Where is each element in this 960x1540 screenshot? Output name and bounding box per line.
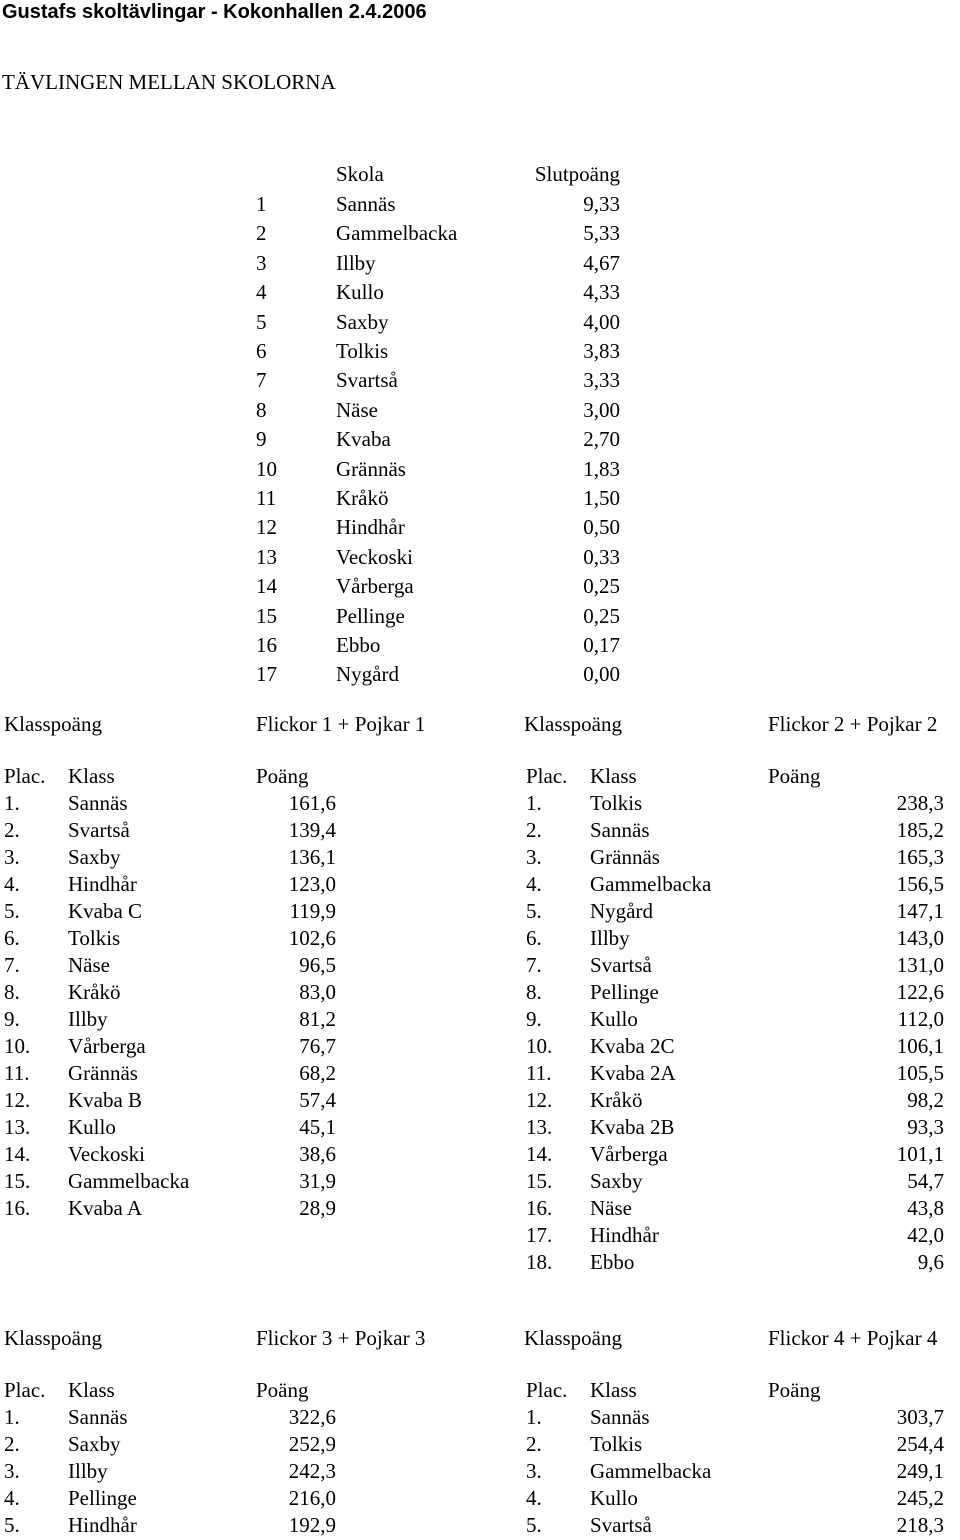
- class-points-row: [0, 1196, 440, 1223]
- row-klass: Sannäs: [590, 1405, 650, 1429]
- row-poang: 38,6: [299, 1142, 336, 1166]
- class-points-row: [522, 1034, 960, 1061]
- row-plac: 14.: [526, 1142, 553, 1166]
- row-klass: Kvaba 2C: [590, 1034, 675, 1058]
- row-klass: Kullo: [590, 1007, 638, 1031]
- overall-points: 3,33: [583, 368, 620, 393]
- row-plac: 11.: [526, 1061, 552, 1085]
- row-klass: Tolkis: [590, 1432, 643, 1456]
- row-klass: Hindhår: [590, 1223, 659, 1247]
- overall-points: 5,33: [583, 221, 620, 246]
- overall-row: [0, 396, 960, 425]
- row-poang: 245,2: [896, 1486, 944, 1510]
- row-klass: Saxby: [68, 845, 121, 869]
- row-poang: 42,0: [907, 1223, 944, 1247]
- overall-school: Sannäs: [336, 192, 396, 216]
- section-header-row: [0, 712, 960, 738]
- row-plac: 3.: [526, 845, 542, 869]
- row-poang: 98,2: [907, 1088, 944, 1112]
- class-points-row: [522, 926, 960, 953]
- overall-points: 0,50: [583, 515, 620, 540]
- row-poang: 28,9: [299, 1196, 336, 1220]
- column-header-plac: Plac.: [526, 764, 568, 788]
- class-points-row: [0, 1115, 440, 1142]
- column-header-klass: Klass: [68, 764, 115, 788]
- section-label: Klasspoäng: [524, 712, 622, 736]
- overall-row: [0, 366, 960, 395]
- row-poang: 81,2: [299, 1007, 336, 1031]
- class-points-row: [0, 1007, 440, 1034]
- overall-points: 2,70: [583, 427, 620, 452]
- row-plac: 15.: [4, 1169, 31, 1193]
- row-plac: 18.: [526, 1250, 553, 1274]
- row-poang: 96,5: [299, 953, 336, 977]
- column-header-poang: Poäng: [768, 1378, 821, 1402]
- class-points-row: [522, 1459, 960, 1486]
- class-points-header-row: [0, 1378, 440, 1405]
- overall-rank: 2: [256, 221, 267, 246]
- section-header-row: [0, 1326, 960, 1352]
- overall-row: [0, 219, 960, 248]
- class-points-header-row: [522, 764, 960, 791]
- row-poang: 147,1: [896, 899, 944, 923]
- row-poang: 131,0: [896, 953, 944, 977]
- row-klass: Veckoski: [68, 1142, 145, 1166]
- row-plac: 3.: [4, 1459, 20, 1483]
- row-klass: Kullo: [590, 1486, 638, 1510]
- overall-points: 3,00: [583, 397, 620, 422]
- overall-row: [0, 513, 960, 542]
- row-poang: 43,8: [907, 1196, 944, 1220]
- class-points-row: [522, 953, 960, 980]
- overall-school: Nygård: [336, 662, 399, 687]
- class-points-row: [522, 1115, 960, 1142]
- row-poang: 303,7: [896, 1405, 944, 1429]
- row-klass: Kråkö: [590, 1088, 643, 1112]
- row-klass: Sannäs: [590, 818, 650, 842]
- row-plac: 3.: [4, 845, 20, 869]
- row-klass: Näse: [68, 953, 110, 977]
- row-plac: 10.: [4, 1034, 31, 1058]
- overall-header-school: Skola: [336, 162, 384, 186]
- row-plac: 12.: [526, 1088, 553, 1112]
- overall-row: [0, 631, 960, 660]
- row-plac: 1.: [526, 791, 542, 815]
- row-poang: 31,9: [299, 1169, 336, 1193]
- overall-school: Svartså: [336, 368, 398, 393]
- row-plac: 4.: [4, 872, 20, 896]
- row-plac: 14.: [4, 1142, 31, 1166]
- row-poang: 119,9: [289, 899, 336, 923]
- row-poang: 216,0: [288, 1486, 336, 1510]
- column-header-klass: Klass: [590, 1378, 637, 1402]
- row-plac: 16.: [526, 1196, 553, 1220]
- overall-points: 0,25: [583, 574, 620, 599]
- overall-rank: 10: [256, 456, 277, 481]
- class-points-row: [0, 1061, 440, 1088]
- overall-school: Ebbo: [336, 633, 381, 657]
- row-poang: 156,5: [896, 872, 944, 896]
- row-poang: 76,7: [299, 1034, 336, 1058]
- overall-points: 0,17: [583, 633, 620, 657]
- row-poang: 218,3: [896, 1513, 944, 1537]
- class-points-row: [522, 1432, 960, 1459]
- page-subtitle: TÄVLINGEN MELLAN SKOLORNA: [2, 70, 336, 94]
- row-klass: Tolkis: [590, 791, 643, 815]
- row-klass: Kvaba B: [68, 1088, 143, 1112]
- overall-school: Hindhår: [336, 515, 405, 540]
- overall-points: 1,50: [583, 486, 620, 510]
- class-points-row: [0, 791, 440, 818]
- overall-row: [0, 572, 960, 601]
- row-poang: 242,3: [288, 1459, 336, 1483]
- section-label: Klasspoäng: [524, 1326, 622, 1350]
- overall-row: [0, 484, 960, 513]
- class-points-row: [0, 1142, 440, 1169]
- class-points-row: [0, 1405, 440, 1432]
- section-category: Flickor 3 + Pojkar 3: [256, 1326, 426, 1350]
- row-plac: 17.: [526, 1223, 553, 1247]
- row-plac: 8.: [4, 980, 20, 1004]
- row-poang: 93,3: [907, 1115, 944, 1139]
- class-points-row: [0, 980, 440, 1007]
- column-header-plac: Plac.: [4, 764, 46, 788]
- overall-school: Kvaba: [336, 427, 391, 452]
- overall-rank: 12: [256, 515, 277, 540]
- column-header-klass: Klass: [68, 1378, 115, 1402]
- row-plac: 6.: [4, 926, 20, 950]
- row-klass: Kvaba C: [68, 899, 143, 923]
- row-plac: 5.: [4, 1513, 20, 1537]
- row-klass: Kvaba 2B: [590, 1115, 675, 1139]
- overall-school: Näse: [336, 397, 378, 422]
- overall-rank: 13: [256, 544, 277, 569]
- overall-rank: 9: [256, 427, 267, 452]
- class-points-row: [0, 872, 440, 899]
- overall-row: [0, 337, 960, 366]
- overall-school: Pellinge: [336, 603, 405, 628]
- row-klass: Tolkis: [68, 926, 121, 950]
- row-poang: 238,3: [896, 791, 944, 815]
- overall-school: Gammelbacka: [336, 221, 458, 246]
- row-plac: 12.: [4, 1088, 31, 1112]
- row-poang: 252,9: [288, 1432, 336, 1456]
- class-points-row: [522, 845, 960, 872]
- row-plac: 4.: [526, 1486, 542, 1510]
- row-klass: Vårberga: [68, 1034, 146, 1058]
- section-category: Flickor 2 + Pojkar 2: [768, 712, 938, 736]
- class-points-row: [0, 953, 440, 980]
- class-points-row: [522, 1007, 960, 1034]
- overall-rank: 3: [256, 250, 267, 275]
- row-poang: 101,1: [896, 1142, 944, 1166]
- class-points-row: [522, 899, 960, 926]
- section-category: Flickor 1 + Pojkar 1: [256, 712, 426, 736]
- class-points-row: [522, 1405, 960, 1432]
- class-points-row: [0, 1486, 440, 1513]
- class-points-row: [0, 899, 440, 926]
- class-points-row: [522, 1061, 960, 1088]
- row-klass: Svartså: [590, 1513, 652, 1537]
- row-klass: Näse: [590, 1196, 632, 1220]
- overall-points: 0,25: [583, 603, 620, 628]
- row-plac: 6.: [526, 926, 542, 950]
- overall-points: 4,33: [583, 280, 620, 305]
- column-header-klass: Klass: [590, 764, 637, 788]
- row-plac: 16.: [4, 1196, 31, 1220]
- overall-header-points: Slutpoäng: [534, 162, 620, 186]
- row-klass: Pellinge: [68, 1486, 137, 1510]
- class-points-row: [522, 818, 960, 845]
- overall-rank: 5: [256, 309, 267, 334]
- row-klass: Illby: [68, 1459, 108, 1483]
- overall-row: [0, 308, 960, 337]
- class-points-row: [522, 1250, 960, 1277]
- row-poang: 136,1: [288, 845, 336, 869]
- row-klass: Nygård: [590, 899, 653, 923]
- row-klass: Gammelbacka: [590, 1459, 712, 1483]
- row-poang: 185,2: [896, 818, 944, 842]
- row-poang: 68,2: [299, 1061, 336, 1085]
- row-klass: Sannäs: [68, 791, 128, 815]
- row-klass: Svartså: [590, 953, 652, 977]
- row-klass: Gammelbacka: [68, 1169, 190, 1193]
- row-plac: 10.: [526, 1034, 553, 1058]
- row-poang: 165,3: [896, 845, 944, 869]
- row-klass: Hindhår: [68, 1513, 137, 1537]
- page-title: Gustafs skoltävlingar - Kokonhallen 2.4.2006: [2, 1, 427, 23]
- row-plac: 7.: [4, 953, 20, 977]
- row-plac: 7.: [526, 953, 542, 977]
- row-poang: 106,1: [896, 1034, 944, 1058]
- overall-points: 9,33: [583, 192, 620, 216]
- overall-school: Vårberga: [336, 574, 414, 599]
- row-poang: 45,1: [299, 1115, 336, 1139]
- section-category: Flickor 4 + Pojkar 4: [768, 1326, 938, 1350]
- class-points-row: [0, 1513, 440, 1540]
- row-klass: Gammelbacka: [590, 872, 712, 896]
- class-points-row: [522, 980, 960, 1007]
- class-points-row: [522, 872, 960, 899]
- row-poang: 9,6: [917, 1250, 944, 1274]
- class-points-row: [0, 926, 440, 953]
- overall-school: Kråkö: [336, 486, 389, 510]
- overall-points: 1,83: [583, 456, 620, 481]
- class-points-row: [522, 1223, 960, 1250]
- overall-rank: 4: [256, 280, 267, 305]
- overall-points: 4,00: [583, 309, 620, 334]
- overall-school: Veckoski: [336, 544, 413, 569]
- overall-header-row: [0, 160, 960, 189]
- overall-row: [0, 425, 960, 454]
- row-poang: 254,4: [896, 1432, 944, 1456]
- row-klass: Grännäs: [590, 845, 660, 869]
- row-poang: 102,6: [288, 926, 336, 950]
- overall-points: 4,67: [583, 250, 620, 275]
- row-klass: Pellinge: [590, 980, 659, 1004]
- row-plac: 4.: [526, 872, 542, 896]
- row-klass: Ebbo: [590, 1250, 635, 1274]
- class-points-row: [522, 1486, 960, 1513]
- row-klass: Illby: [68, 1007, 108, 1031]
- overall-row: [0, 278, 960, 307]
- row-poang: 192,9: [288, 1513, 336, 1537]
- row-poang: 139,4: [288, 818, 336, 842]
- row-plac: 5.: [526, 899, 542, 923]
- row-klass: Grännäs: [68, 1061, 138, 1085]
- overall-row: [0, 602, 960, 631]
- overall-rank: 17: [256, 662, 277, 687]
- column-header-plac: Plac.: [526, 1378, 568, 1402]
- overall-rank: 6: [256, 339, 267, 363]
- row-plac: 5.: [4, 899, 20, 923]
- class-points-row: [0, 1169, 440, 1196]
- row-plac: 2.: [4, 1432, 20, 1456]
- section-label: Klasspoäng: [4, 712, 102, 736]
- row-klass: Kvaba 2A: [590, 1061, 676, 1085]
- row-poang: 123,0: [288, 872, 336, 896]
- overall-school: Kullo: [336, 280, 384, 305]
- overall-school: Tolkis: [336, 339, 389, 363]
- row-plac: 1.: [4, 791, 20, 815]
- column-header-plac: Plac.: [4, 1378, 46, 1402]
- row-plac: 1.: [4, 1405, 20, 1429]
- row-poang: 57,4: [299, 1088, 336, 1112]
- overall-rank: 11: [256, 486, 277, 510]
- overall-school: Grännäs: [336, 456, 406, 481]
- overall-row: [0, 249, 960, 278]
- row-poang: 54,7: [907, 1169, 944, 1193]
- row-plac: 2.: [4, 818, 20, 842]
- section-label: Klasspoäng: [4, 1326, 102, 1350]
- row-klass: Kvaba A: [68, 1196, 143, 1220]
- column-header-poang: Poäng: [768, 764, 821, 788]
- row-plac: 11.: [4, 1061, 30, 1085]
- class-points-row: [522, 1513, 960, 1540]
- row-plac: 4.: [4, 1486, 20, 1510]
- class-points-row: [0, 1088, 440, 1115]
- overall-rank: 15: [256, 603, 277, 628]
- class-points-row: [522, 1169, 960, 1196]
- row-poang: 112,0: [897, 1007, 944, 1031]
- row-plac: 5.: [526, 1513, 542, 1537]
- column-header-poang: Poäng: [256, 1378, 309, 1402]
- row-poang: 143,0: [896, 926, 944, 950]
- row-plac: 9.: [526, 1007, 542, 1031]
- row-klass: Illby: [590, 926, 630, 950]
- row-klass: Kullo: [68, 1115, 116, 1139]
- row-klass: Sannäs: [68, 1405, 128, 1429]
- row-plac: 8.: [526, 980, 542, 1004]
- class-points-row: [522, 791, 960, 818]
- row-poang: 122,6: [896, 980, 944, 1004]
- overall-rank: 1: [256, 192, 267, 216]
- row-klass: Kråkö: [68, 980, 121, 1004]
- class-points-row: [0, 1459, 440, 1486]
- overall-rank: 14: [256, 574, 277, 599]
- overall-rank: 7: [256, 368, 267, 393]
- row-klass: Hindhår: [68, 872, 137, 896]
- overall-points: 3,83: [583, 339, 620, 363]
- row-plac: 2.: [526, 1432, 542, 1456]
- overall-row: [0, 660, 960, 689]
- class-points-row: [0, 1432, 440, 1459]
- overall-rank: 16: [256, 633, 277, 657]
- row-plac: 13.: [4, 1115, 31, 1139]
- row-poang: 83,0: [299, 980, 336, 1004]
- overall-school: Saxby: [336, 309, 389, 334]
- row-plac: 3.: [526, 1459, 542, 1483]
- row-plac: 9.: [4, 1007, 20, 1031]
- class-points-row: [0, 1034, 440, 1061]
- class-points-row: [522, 1088, 960, 1115]
- row-klass: Saxby: [590, 1169, 643, 1193]
- class-points-row: [522, 1196, 960, 1223]
- row-klass: Saxby: [68, 1432, 121, 1456]
- overall-rank: 8: [256, 397, 267, 422]
- class-points-row: [522, 1142, 960, 1169]
- class-points-row: [0, 818, 440, 845]
- class-points-header-row: [0, 764, 440, 791]
- overall-school: Illby: [336, 250, 376, 275]
- row-plac: 1.: [526, 1405, 542, 1429]
- row-plac: 13.: [526, 1115, 553, 1139]
- row-klass: Svartså: [68, 818, 130, 842]
- overall-row: [0, 190, 960, 219]
- overall-points: 0,00: [583, 662, 620, 687]
- overall-row: [0, 543, 960, 572]
- overall-row: [0, 455, 960, 484]
- class-points-header-row: [522, 1378, 960, 1405]
- column-header-poang: Poäng: [256, 764, 309, 788]
- class-points-row: [0, 845, 440, 872]
- row-poang: 105,5: [896, 1061, 944, 1085]
- row-plac: 2.: [526, 818, 542, 842]
- row-plac: 15.: [526, 1169, 553, 1193]
- row-poang: 249,1: [896, 1459, 944, 1483]
- row-poang: 322,6: [288, 1405, 336, 1429]
- overall-points: 0,33: [583, 544, 620, 569]
- row-poang: 161,6: [288, 791, 336, 815]
- row-klass: Vårberga: [590, 1142, 668, 1166]
